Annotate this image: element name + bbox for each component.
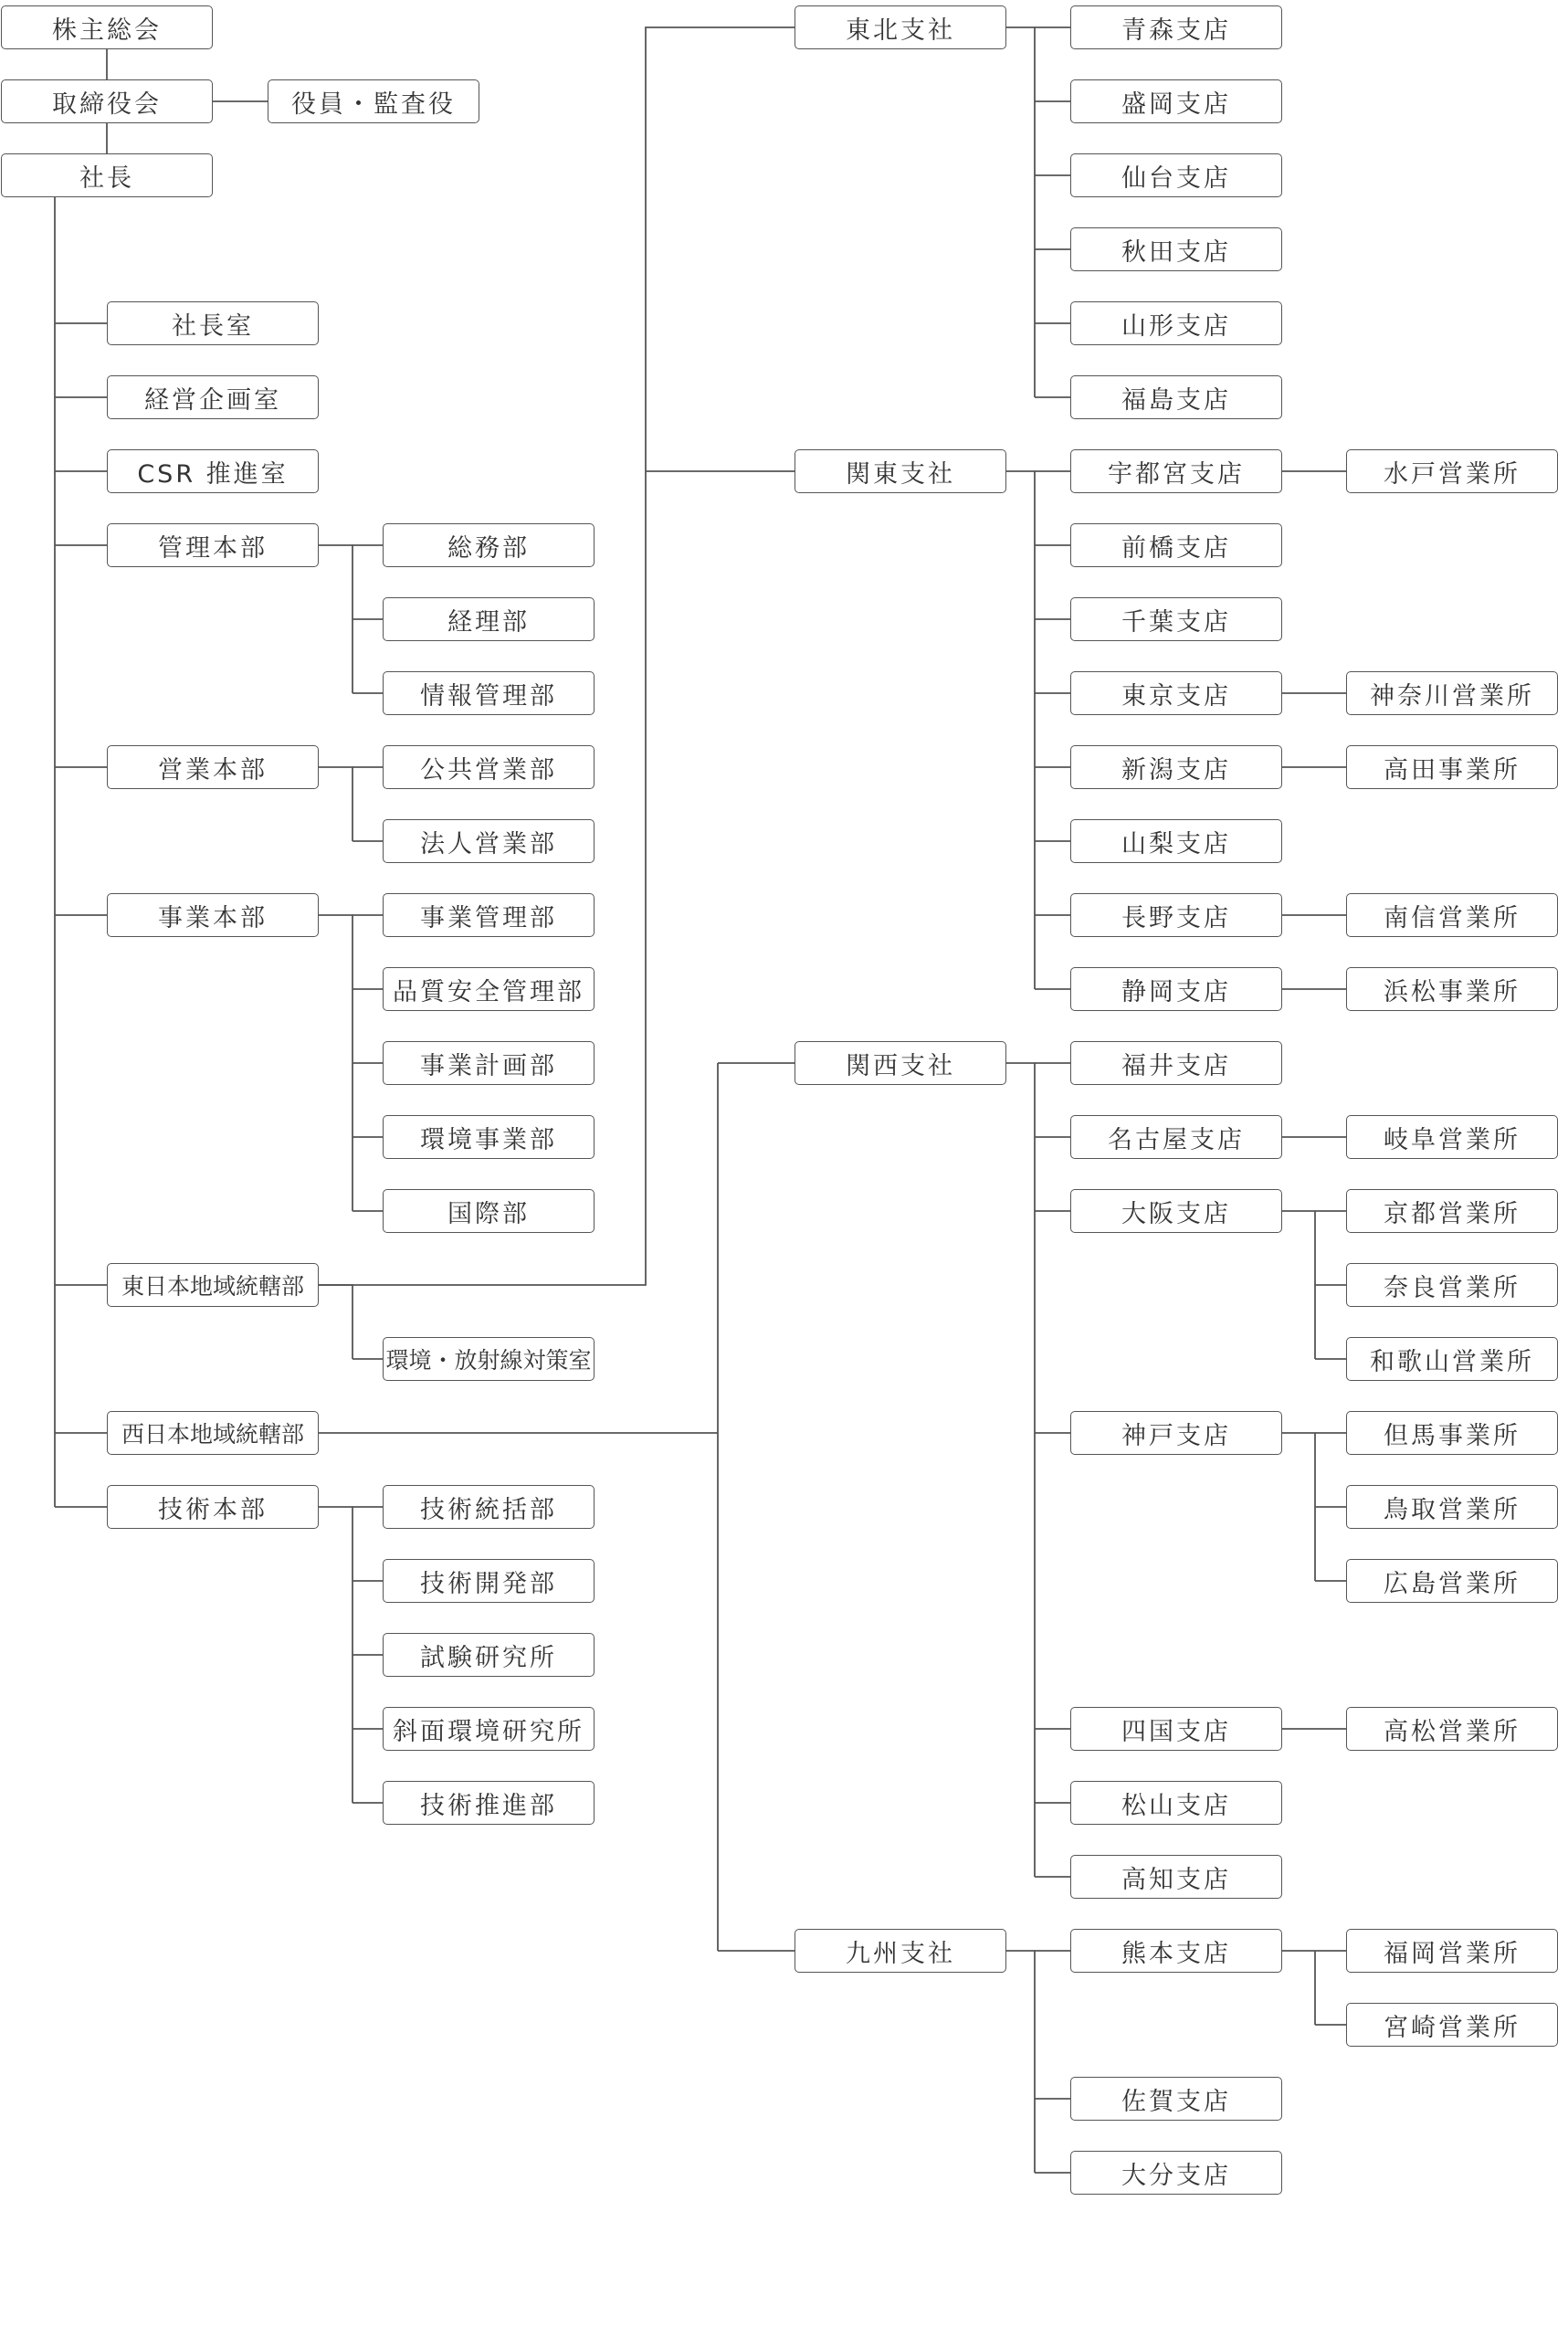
store-box: 四国支店 xyxy=(1070,1707,1282,1751)
office-box: 和歌山営業所 xyxy=(1346,1337,1558,1381)
department-box: 技術推進部 xyxy=(383,1781,595,1825)
technology-division-box: 技術本部 xyxy=(107,1485,319,1529)
department-box: 国際部 xyxy=(383,1189,595,1233)
office-box: 高田事業所 xyxy=(1346,745,1558,789)
store-box: 山梨支店 xyxy=(1070,819,1282,863)
department-box: 総務部 xyxy=(383,523,595,567)
store-box: 静岡支店 xyxy=(1070,967,1282,1011)
admin-division-box: 管理本部 xyxy=(107,523,319,567)
business-division-box: 事業本部 xyxy=(107,893,319,937)
board-of-directors-box: 取締役会 xyxy=(1,79,213,123)
store-box: 秋田支店 xyxy=(1070,227,1282,271)
csr-promotion-box: CSR 推進室 xyxy=(107,449,319,493)
department-box: 事業計画部 xyxy=(383,1041,595,1085)
department-box: 技術開発部 xyxy=(383,1559,595,1603)
office-box: 高松営業所 xyxy=(1346,1707,1558,1751)
officers-auditors-box: 役員・監査役 xyxy=(268,79,479,123)
office-box: 水戸営業所 xyxy=(1346,449,1558,493)
department-box: 試験研究所 xyxy=(383,1633,595,1677)
store-box: 名古屋支店 xyxy=(1070,1115,1282,1159)
store-box: 福島支店 xyxy=(1070,375,1282,419)
department-box: 斜面環境研究所 xyxy=(383,1707,595,1751)
store-box: 新潟支店 xyxy=(1070,745,1282,789)
office-box: 但馬事業所 xyxy=(1346,1411,1558,1455)
department-box: 公共営業部 xyxy=(383,745,595,789)
office-box: 福岡営業所 xyxy=(1346,1929,1558,1973)
shareholders-meeting-box: 株主総会 xyxy=(1,5,213,49)
connector-branch-stores xyxy=(1006,1063,1035,1877)
kanto-branch-box: 関東支社 xyxy=(795,449,1006,493)
store-box: 大分支店 xyxy=(1070,2151,1282,2195)
connector-branch-stores xyxy=(1006,471,1035,989)
east-japan-division-box: 東日本地域統轄部 xyxy=(107,1263,319,1307)
store-box: 山形支店 xyxy=(1070,301,1282,345)
department-box: 事業管理部 xyxy=(383,893,595,937)
office-box: 鳥取営業所 xyxy=(1346,1485,1558,1529)
kansai-branch-box: 関西支社 xyxy=(795,1041,1006,1085)
department-box: 法人営業部 xyxy=(383,819,595,863)
office-box: 京都営業所 xyxy=(1346,1189,1558,1233)
store-box: 宇都宮支店 xyxy=(1070,449,1282,493)
kyushu-branch-box: 九州支社 xyxy=(795,1929,1006,1973)
connector-division-departments xyxy=(319,767,353,841)
office-box: 浜松事業所 xyxy=(1346,967,1558,1011)
department-box: 環境・放射線対策室 xyxy=(383,1337,595,1381)
office-box: 岐阜営業所 xyxy=(1346,1115,1558,1159)
tohoku-branch-box: 東北支社 xyxy=(795,5,1006,49)
store-box: 福井支店 xyxy=(1070,1041,1282,1085)
store-box: 神戸支店 xyxy=(1070,1411,1282,1455)
sales-division-box: 営業本部 xyxy=(107,745,319,789)
store-box: 青森支店 xyxy=(1070,5,1282,49)
west-japan-division-box: 西日本地域統轄部 xyxy=(107,1411,319,1455)
store-box: 佐賀支店 xyxy=(1070,2077,1282,2121)
store-box: 東京支店 xyxy=(1070,671,1282,715)
office-box: 広島営業所 xyxy=(1346,1559,1558,1603)
connector-division-departments xyxy=(319,915,353,1211)
department-box: 技術統括部 xyxy=(383,1485,595,1529)
store-box: 熊本支店 xyxy=(1070,1929,1282,1973)
store-box: 盛岡支店 xyxy=(1070,79,1282,123)
connector-division-departments xyxy=(319,545,353,693)
department-box: 経理部 xyxy=(383,597,595,641)
department-box: 品質安全管理部 xyxy=(383,967,595,1011)
connector-division-departments xyxy=(319,1285,353,1359)
office-box: 神奈川営業所 xyxy=(1346,671,1558,715)
connector-division-departments xyxy=(319,1507,353,1803)
office-box: 南信営業所 xyxy=(1346,893,1558,937)
president-office-box: 社長室 xyxy=(107,301,319,345)
president-box: 社長 xyxy=(1,153,213,197)
connector-branch-stores xyxy=(1006,27,1035,397)
connector-east-tohoku xyxy=(319,27,795,1285)
store-box: 大阪支店 xyxy=(1070,1189,1282,1233)
store-box: 長野支店 xyxy=(1070,893,1282,937)
connector-branch-stores xyxy=(1006,1951,1035,2173)
department-box: 情報管理部 xyxy=(383,671,595,715)
store-box: 松山支店 xyxy=(1070,1781,1282,1825)
office-box: 奈良営業所 xyxy=(1346,1263,1558,1307)
store-box: 高知支店 xyxy=(1070,1855,1282,1899)
department-box: 環境事業部 xyxy=(383,1115,595,1159)
store-box: 仙台支店 xyxy=(1070,153,1282,197)
office-box: 宮崎営業所 xyxy=(1346,2003,1558,2047)
store-box: 千葉支店 xyxy=(1070,597,1282,641)
corporate-planning-box: 経営企画室 xyxy=(107,375,319,419)
store-box: 前橋支店 xyxy=(1070,523,1282,567)
